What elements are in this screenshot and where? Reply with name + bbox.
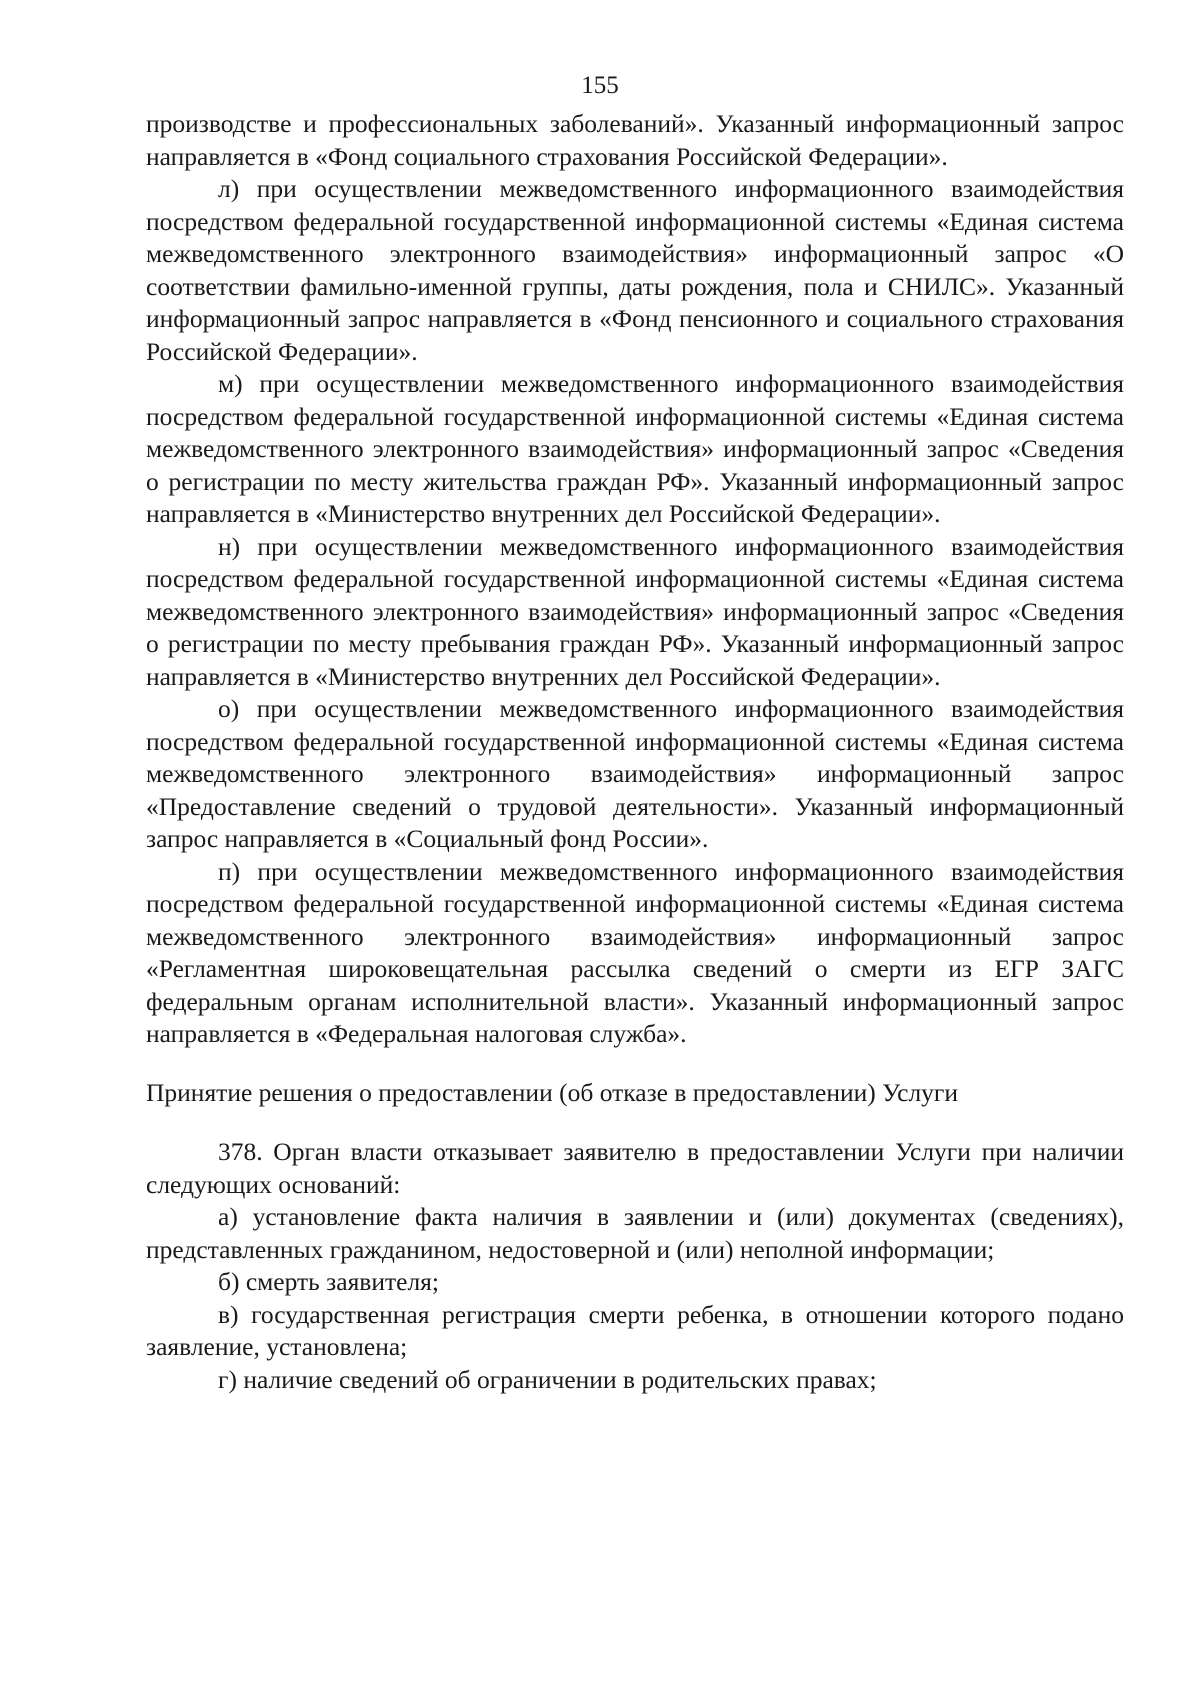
paragraph-item-l: л) при осуществлении межведомственного информационного взаимодействия посредством федеральной государственной информационной системы «Единая система межведомственного электронного взаимодействия» информационный запрос «О соответствии фамильно-именной группы, даты рождения, пола и СНИЛС». Указанный информационный запрос направляется в «Фонд пенсионного и социального страхования Российской Федерации».: [146, 174, 1124, 366]
paragraph-item-v: в) государственная регистрация смерти ребенка, в отношении которого подано заявление, установлена;: [146, 1299, 1124, 1361]
page-number: 155: [581, 72, 619, 99]
paragraph-item-p: п) при осуществлении межведомственного информационного взаимодействия посредством федеральной государственной информационной системы «Единая система межведомственного электронного взаимодействия» информационный запрос «Регламентная широковещательная рассылка сведений о смерти из ЕГР ЗАГС федеральным органам исполнительной власти». Указанный информационный запрос направляется в «Федеральная налоговая служба».: [146, 856, 1124, 1048]
document-body: [146, 108, 1124, 1396]
paragraph-378: 378. Орган власти отказывает заявителю в предоставлении Услуги при наличии следующих оснований:: [146, 1137, 1124, 1199]
paragraph-item-n: н) при осуществлении межведомственного информационного взаимодействия посредством федеральной государственной информационной системы «Единая система межведомственного электронного взаимодействия» информационный запрос «Сведения о регистрации по месту пребывания граждан РФ». Указанный информационный запрос направляется в «Министерство внутренних дел Российской Федерации».: [146, 531, 1124, 691]
section-heading: Принятие решения о предоставлении (об отказе в предоставлении) Услуги: [146, 1077, 959, 1107]
paragraph-item-m: м) при осуществлении межведомственного информационного взаимодействия посредством федеральной государственной информационной системы «Единая система межведомственного электронного взаимодействия» информационный запрос «Сведения о регистрации по месту жительства граждан РФ». Указанный информационный запрос направляется в «Министерство внутренних дел Российской Федерации».: [146, 369, 1124, 528]
paragraph-item-a: а) установление факта наличия в заявлении и (или) документах (сведениях), представленных гражданином, недостоверной и (или) неполной информации;: [146, 1202, 1124, 1264]
paragraph-item-b: б) смерть заявителя;: [218, 1267, 439, 1296]
paragraph-item-o: о) при осуществлении межведомственного информационного взаимодействия посредством федеральной государственной информационной системы «Единая система межведомственного электронного взаимодействия» информационный запрос «Предоставление сведений о трудовой деятельности». Указанный информационный запрос направляется в «Социальный фонд России».: [146, 694, 1124, 853]
paragraph-item-g: г) наличие сведений об ограничении в родительских правах;: [218, 1364, 877, 1394]
paragraph-continuation: производстве и профессиональных заболеваний». Указанный информационный запрос направляется в «Фонд социального страхования Российской Федерации».: [146, 109, 1124, 171]
